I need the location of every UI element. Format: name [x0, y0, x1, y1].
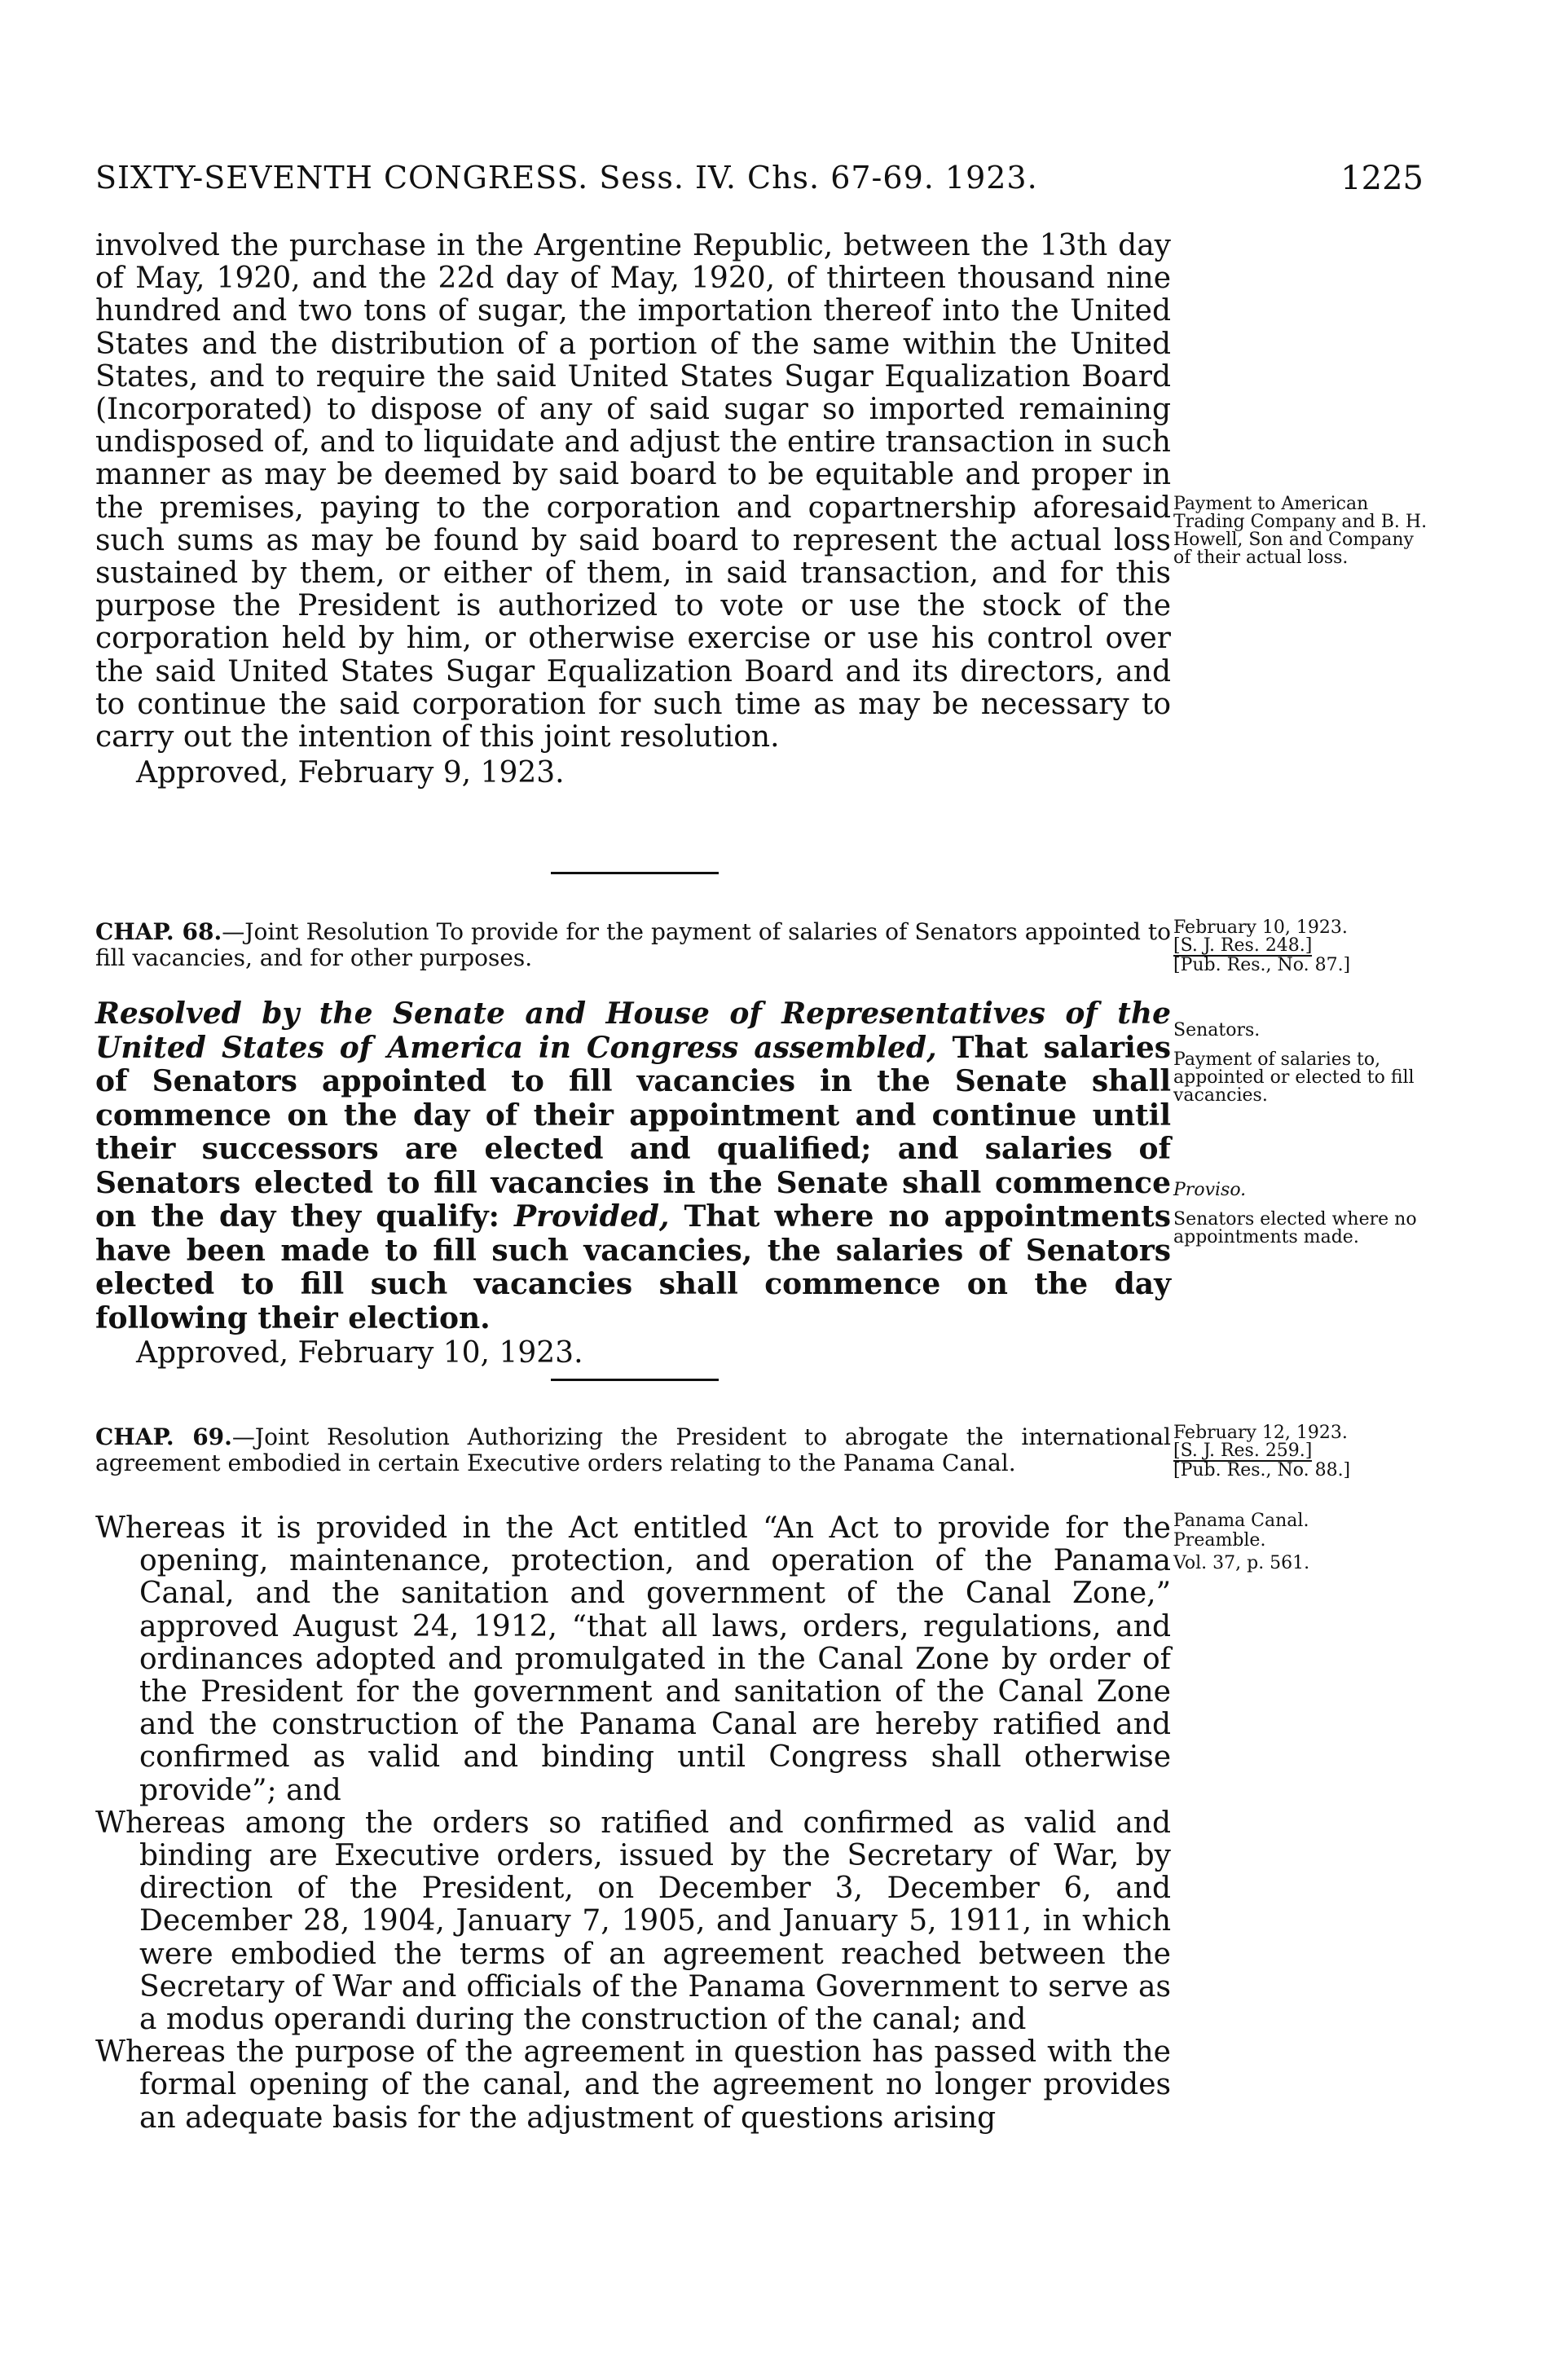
chap68-pub-res: [Pub. Res., No. 87.] — [1173, 955, 1351, 975]
chap68-heading — [95, 919, 1171, 971]
whereas-clause-1: Whereas it is provided in the Act entitled “An Act to provide for the opening, maintenance, protection, and operation of the Panama Canal, and the sanitation and government of the Canal Zone,” approved August 24, 1912, “that all laws, orders, regulations, and ordinances adopted and promulgated in the Canal Zone by order of the President for the government and sanitation of the Canal Zone and the construction of the Panama Canal are hereby ratified and confirmed as valid and binding until Congress shall otherwise provide”; and — [95, 1511, 1171, 1807]
chap68-label: CHAP. 68. — [95, 918, 222, 945]
margin-note-vol37: Vol. 37, p. 561. — [1173, 1553, 1310, 1573]
margin-note-senators-elected: Senators elected where no appointments made. — [1173, 1209, 1417, 1247]
section-divider — [551, 872, 719, 874]
margin-note-payment-salaries: Payment of salaries to, appointed or elected to fill vacancies. — [1173, 1049, 1415, 1106]
whereas-clause-3: Whereas the purpose of the agreement in question has passed with the formal opening of the canal, and the agreement no longer provides an adequate basis for the adjustment of questions arising — [95, 2035, 1171, 2135]
chap68-sj-res: [S. J. Res. 248.] — [1173, 935, 1313, 956]
chap69-title: —Joint Resolution Authorizing the President to abrogate the international agreement embodied in certain Executive orders relating to the Panama Canal. — [95, 1423, 1172, 1476]
chap69-section — [95, 1424, 1171, 2135]
whereas-clause-2: Whereas among the orders so ratified and confirmed as valid and binding are Executive orders, issued by the Secretary of War, by direction of the President, on December 3, December 6, and December 28, 1904, January 7, 1905, and January 5, 1911, in which were embodied the terms of an agreement reached between the Secretary of War and officials of the Panama Government to serve as a modus operandi during the construction of the canal; and — [95, 1806, 1171, 2037]
running-title: SIXTY-SEVENTH CONGRESS. Sess. IV. Chs. 67-69. 1923. — [95, 160, 1038, 196]
chap69-label: CHAP. 69. — [95, 1423, 232, 1450]
approved-ch67: Approved, February 9, 1923. — [136, 756, 565, 790]
margin-note-panama-canal: Panama Canal. — [1173, 1511, 1309, 1531]
chap68-proviso-word: Provided, — [514, 1199, 670, 1234]
continuation-section — [95, 230, 1171, 790]
chap69-sj-res: [S. J. Res. 259.] — [1173, 1441, 1313, 1461]
chap68-proviso-text: That where no appointments have been made to fill such vacancies, the salaries of Senators elected to fill such vacancies shall commence on the day following their election. — [95, 1199, 1171, 1335]
chap68-date: February 10, 1923. — [1173, 917, 1348, 938]
chap68-title: —Joint Resolution To provide for the payment of salaries of Senators appointed to fill vacancies, and for other purposes. — [95, 918, 1172, 971]
margin-note-proviso: Proviso. — [1173, 1180, 1247, 1200]
chap68-sidenote — [1173, 919, 1434, 974]
margin-note-senators: Senators. — [1173, 1020, 1261, 1040]
approved-ch68: Approved, February 10, 1923. — [136, 1336, 583, 1370]
chap68-body — [95, 997, 1171, 1335]
chap69-heading — [95, 1424, 1171, 1476]
running-header — [95, 160, 1424, 200]
chap68-body-text: That salaries of Senators appointed to fill vacancies in the Senate shall commence on the day of their appointment and continue until their successors are elected and qualified; and salaries of Senators elected to fill vacancies in the Senate shall commence on the day they qualify: — [95, 1030, 1171, 1234]
margin-note-preamble: Preamble. — [1173, 1530, 1266, 1551]
chap68-enacting-clause: Resolved by the Senate and House of Representatives of the United States of America in Congress assembled, — [95, 996, 1171, 1065]
chap69-date: February 12, 1923. — [1173, 1423, 1348, 1443]
section-divider — [551, 1379, 719, 1381]
page-number: 1225 — [1340, 160, 1424, 197]
margin-note-payment-american-trading: Payment to American Trading Company and B. H. Howell, Son and Company of their actual loss. — [1173, 494, 1428, 568]
chap69-sidenote — [1173, 1424, 1434, 1480]
chap69-pub-res: [Pub. Res., No. 88.] — [1173, 1460, 1351, 1480]
continuation-paragraph: involved the purchase in the Argentine Republic, between the 13th day of May, 1920, and the 22d day of May, 1920, of thirteen thousand nine hundred and two tons of sugar, the importation thereof into the United States and the distribution of a portion of the same within the United States, and to require the said United States Sugar Equalization Board (Incorporated) to dispose of any of said sugar so imported remaining undisposed of, and to liquidate and adjust the entire transaction in such manner as may be deemed by said board to be equitable and proper in the premises, paying to the corporation and copartnership aforesaid such sums as may be found by said board to represent the actual loss sustained by them, or either of them, in said transaction, and for this purpose the President is authorized to vote or use the stock of the corporation held by him, or otherwise exercise or use his control over the said United States Sugar Equalization Board and its directors, and to continue the said corporation for such time as may be necessary to carry out the intention of this joint resolution. — [95, 229, 1171, 754]
chap68-section — [95, 919, 1171, 1370]
